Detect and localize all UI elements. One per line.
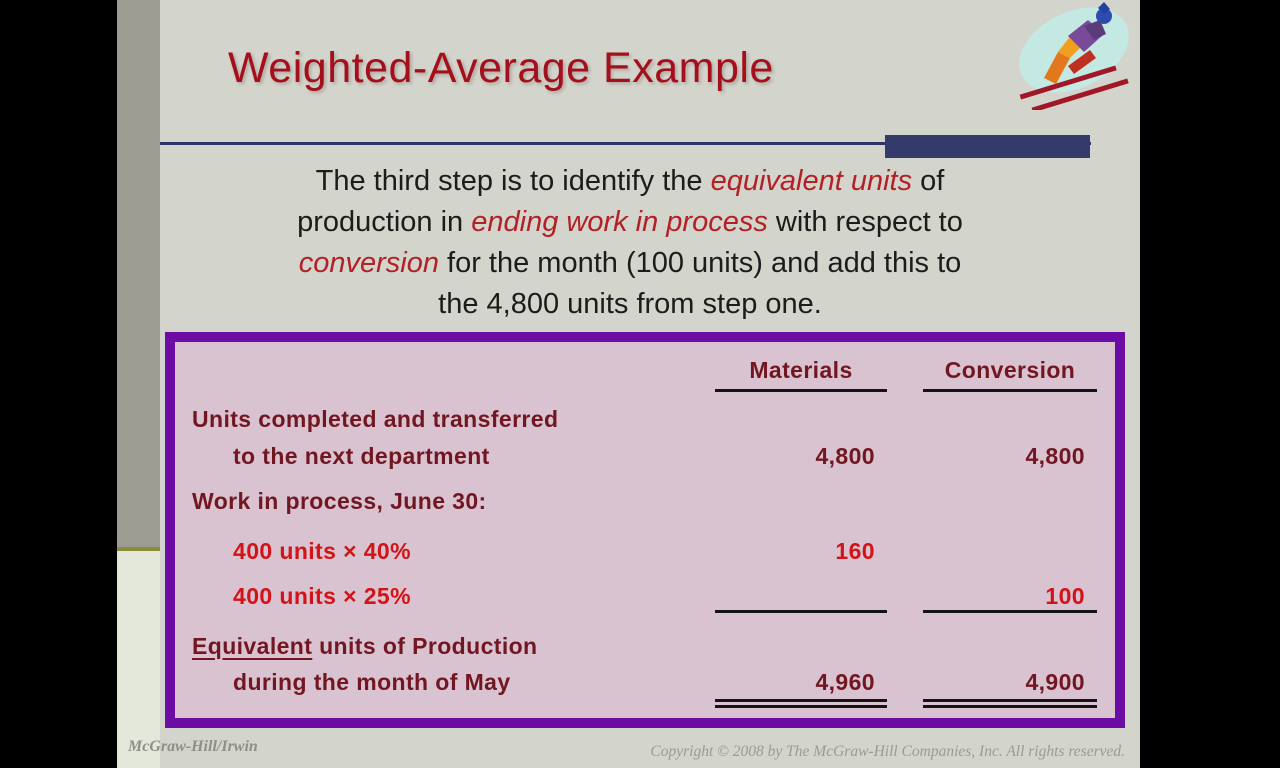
- paragraph-line: [180, 243, 1080, 284]
- slide-title: Weighted-Average Example: [228, 44, 774, 92]
- total-double-rule-materials-top: [715, 699, 887, 702]
- row-label-work-in-process: Work in process, June 30:: [192, 488, 487, 514]
- film-strip-bottom: [117, 551, 160, 768]
- emphasis-run: ending work in process: [471, 206, 768, 238]
- title-accent-block: [885, 135, 1090, 158]
- underlined-word: Equivalent: [192, 633, 313, 659]
- ski-jumper-logo-icon: [1010, 0, 1142, 110]
- emphasis-run: equivalent units: [710, 165, 913, 197]
- value-wip-materials: 160: [835, 538, 875, 564]
- paragraph-line: [180, 284, 1080, 325]
- text-run: of: [912, 165, 945, 197]
- text-run: the 4,800 units from step one.: [438, 288, 822, 320]
- film-strip-top: [117, 0, 160, 547]
- column-header-conversion: Conversion: [944, 357, 1076, 383]
- value-total-materials: 4,960: [815, 669, 875, 695]
- subtotal-rule-conversion: [923, 610, 1097, 613]
- slide-canvas: [160, 0, 1140, 768]
- column-header-materials: Materials: [749, 357, 853, 383]
- subtotal-rule-materials: [715, 610, 887, 613]
- row-label-400x40: 400 units × 40%: [233, 538, 411, 564]
- paragraph-line: [180, 161, 1080, 202]
- emphasis-run: conversion: [298, 247, 439, 279]
- value-total-conversion: 4,900: [1025, 669, 1085, 695]
- row-label-equivalent-units: [192, 633, 538, 660]
- text-run: units of Production: [312, 633, 538, 659]
- text-run: The third step is to identify the: [315, 165, 711, 197]
- publisher-footer: McGraw-Hill/Irwin: [128, 738, 258, 755]
- paragraph-line: [180, 202, 1080, 243]
- value-completed-conversion: 4,800: [1025, 443, 1085, 469]
- row-label-month-of-may: during the month of May: [233, 669, 511, 695]
- body-paragraph: [180, 161, 1080, 325]
- row-label-400x25: 400 units × 25%: [233, 583, 411, 609]
- row-label-next-department: to the next department: [233, 443, 490, 469]
- value-completed-materials: 4,800: [815, 443, 875, 469]
- value-wip-conversion: 100: [1045, 583, 1085, 609]
- header-underline-conversion: [923, 389, 1097, 392]
- header-underline-materials: [715, 389, 887, 392]
- row-label-units-completed: Units completed and transferred: [192, 406, 559, 432]
- text-run: for the month (100 units) and add this to: [438, 247, 962, 279]
- text-run: production in: [297, 206, 472, 238]
- equivalent-units-table: [165, 332, 1125, 728]
- film-strip-edge: [117, 0, 160, 768]
- text-run: with respect to: [767, 206, 963, 238]
- total-double-rule-conversion-top: [923, 699, 1097, 702]
- total-double-rule-conversion-bottom: [923, 705, 1097, 708]
- copyright-footer: Copyright © 2008 by The McGraw-Hill Companies, Inc. All rights reserved.: [650, 743, 1125, 760]
- total-double-rule-materials-bottom: [715, 705, 887, 708]
